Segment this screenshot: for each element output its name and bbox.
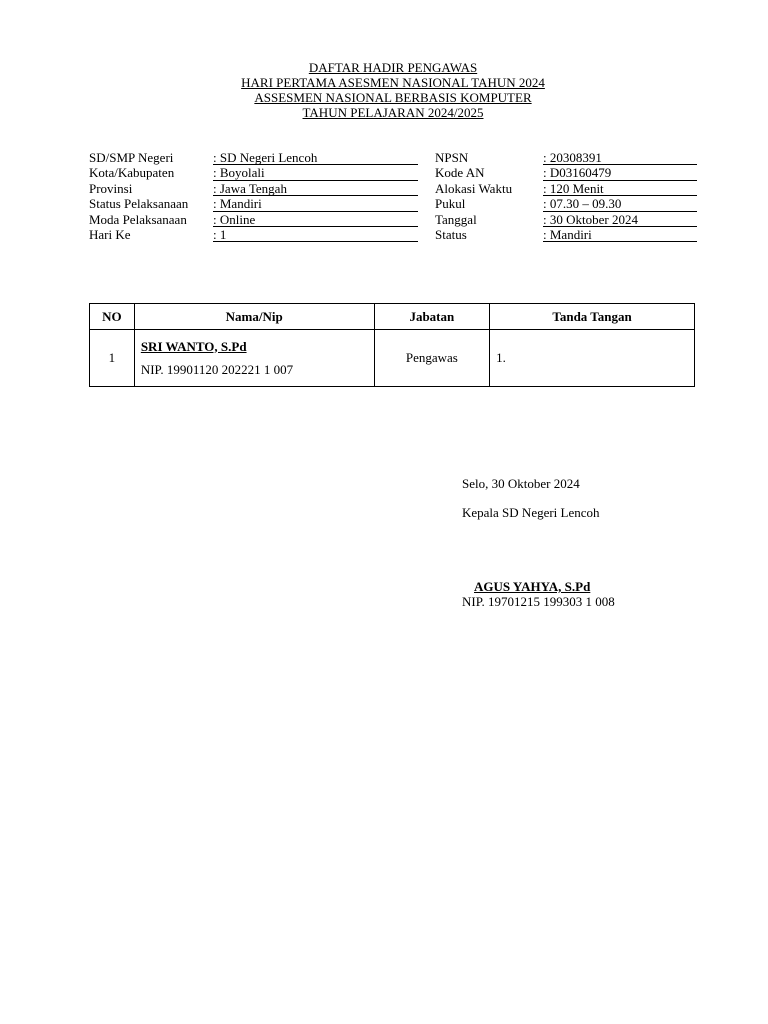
signature-name: AGUS YAHYA, S.Pd bbox=[474, 579, 591, 594]
info-value: : D03160479 bbox=[543, 165, 697, 180]
info-right-column bbox=[435, 150, 697, 242]
info-row-status bbox=[435, 227, 697, 242]
signature-place-date: Selo, 30 Oktober 2024 bbox=[462, 476, 580, 491]
info-value: : 120 Menit bbox=[543, 181, 697, 196]
title-line-3: ASSESMEN NASIONAL BERBASIS KOMPUTER bbox=[254, 90, 532, 105]
info-label: NPSN bbox=[435, 150, 469, 165]
document-title bbox=[0, 60, 768, 120]
header-no: NO bbox=[90, 304, 135, 330]
signature-block bbox=[462, 476, 615, 609]
supervisor-nip: NIP. 19901120 202221 1 007 bbox=[140, 361, 294, 377]
signature-role: Kepala SD Negeri Lencoh bbox=[462, 505, 600, 520]
info-left-column bbox=[89, 150, 419, 242]
info-label: Kode AN bbox=[435, 165, 485, 181]
info-value: : 30 Oktober 2024 bbox=[543, 212, 697, 227]
info-value: : Boyolali bbox=[213, 165, 418, 180]
info-label: Moda Pelaksanaan bbox=[89, 211, 187, 227]
info-label: Status Pelaksanaan bbox=[89, 196, 189, 212]
cell-signature: 1. bbox=[490, 330, 695, 387]
table-header-row bbox=[90, 304, 695, 330]
cell-position: Pengawas bbox=[374, 330, 490, 387]
info-value: : 20308391 bbox=[543, 150, 697, 165]
title-line-2: HARI PERTAMA ASESMEN NASIONAL TAHUN 2024 bbox=[241, 75, 545, 90]
info-value: : Mandiri bbox=[213, 196, 418, 211]
info-row-mode bbox=[89, 212, 419, 227]
info-label: Tanggal bbox=[435, 211, 477, 227]
info-row-province bbox=[89, 181, 419, 196]
info-row-day bbox=[89, 227, 419, 242]
supervisor-name: SRI WANTO, S.Pd bbox=[140, 338, 247, 354]
info-label: Provinsi bbox=[89, 180, 133, 196]
info-row-code bbox=[435, 165, 697, 180]
title-line-4: TAHUN PELAJARAN 2024/2025 bbox=[302, 105, 484, 120]
info-label: Status bbox=[435, 226, 467, 242]
title-line-1: DAFTAR HADIR PENGAWAS bbox=[308, 60, 478, 75]
info-label: SD/SMP Negeri bbox=[89, 150, 174, 165]
attendance-table bbox=[89, 303, 695, 387]
header-name: Nama/Nip bbox=[134, 304, 374, 330]
table-row bbox=[90, 330, 695, 387]
info-value: : 1 bbox=[213, 227, 418, 242]
info-label: Hari Ke bbox=[89, 226, 131, 242]
info-row-school bbox=[89, 150, 419, 165]
info-label: Pukul bbox=[435, 196, 466, 212]
info-value: : Mandiri bbox=[543, 227, 697, 242]
info-row-npsn bbox=[435, 150, 697, 165]
header-signature: Tanda Tangan bbox=[490, 304, 695, 330]
info-row-date bbox=[435, 212, 697, 227]
info-row-time-alloc bbox=[435, 181, 697, 196]
info-value: : 07.30 – 09.30 bbox=[543, 196, 697, 211]
signature-nip: NIP. 19701215 199303 1 008 bbox=[462, 594, 615, 609]
info-value: : SD Negeri Lencoh bbox=[213, 150, 418, 165]
info-label: Alokasi Waktu bbox=[435, 180, 513, 196]
info-row-city bbox=[89, 165, 419, 180]
info-value: : Online bbox=[213, 212, 418, 227]
info-row-exec-status bbox=[89, 196, 419, 211]
info-label: Kota/Kabupaten bbox=[89, 165, 175, 181]
info-row-hour bbox=[435, 196, 697, 211]
header-position: Jabatan bbox=[374, 304, 490, 330]
cell-name bbox=[134, 330, 374, 387]
cell-no: 1 bbox=[90, 330, 135, 387]
info-value: : Jawa Tengah bbox=[213, 181, 418, 196]
